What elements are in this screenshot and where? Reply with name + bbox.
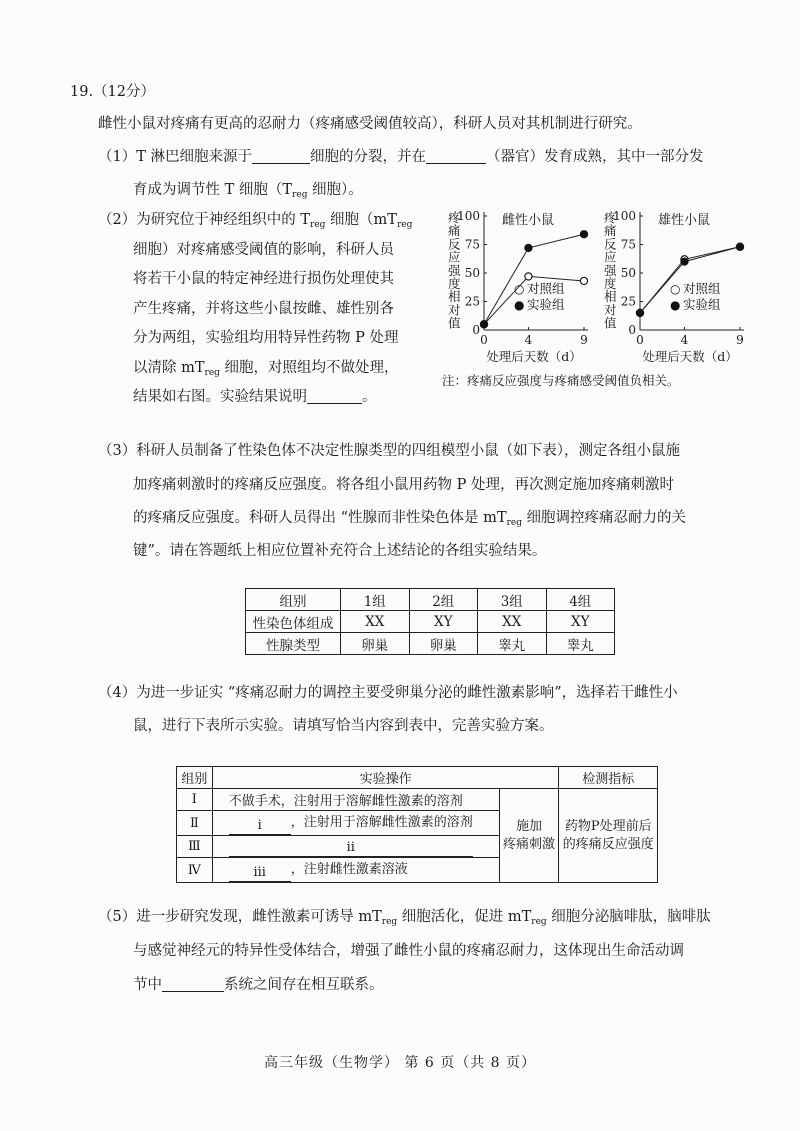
data-point-filled xyxy=(580,231,587,238)
data-point-filled xyxy=(636,309,643,316)
y-tick-label: 75 xyxy=(620,237,636,252)
chart-title: 雄性小鼠 xyxy=(658,213,711,228)
answer-blank-i[interactable]: i xyxy=(229,818,291,835)
legend-label: 对照组 xyxy=(527,281,565,296)
answer-blank-iii[interactable]: iii xyxy=(229,865,291,882)
table-row: Ⅲ ii xyxy=(177,836,658,858)
part3-line3: 的疼痛反应强度。科研人员得出 “性腺而非性染色体是 $mT_{reg}$ 细胞调控疼痛忍耐力的关 xyxy=(133,510,687,528)
chart-note: 注：疼痛反应强度与疼痛感受阈值负相关。 xyxy=(442,373,680,388)
legend-symbol: ○ xyxy=(514,282,525,296)
y-tick-label: 75 xyxy=(464,237,480,252)
question-header xyxy=(70,82,155,102)
y-tick-label: 50 xyxy=(464,266,480,280)
part3-line1: （3）科研人员制备了性染色体不决定性腺类型的四组模型小鼠（如下表），测定各组小鼠施 xyxy=(98,443,680,459)
data-point-filled xyxy=(480,321,487,328)
question-intro: 雌性小鼠对疼痛有更高的忍耐力（疼痛感受阈值较高），科研人员对其机制进行研究。 xyxy=(98,116,642,132)
table-row: 性染色体组成 XX XY XX XY xyxy=(246,611,615,633)
table-row: Ⅰ 不做手术，注射用于溶解雌性激素的溶剂 施加 疼痛刺激 药物P处理前后 的疼痛反应强度 xyxy=(177,789,658,811)
table-row: Ⅱ i ，注射用于溶解雌性激素的溶剂 xyxy=(177,811,658,836)
legend-label: 对照组 xyxy=(683,281,721,296)
chart-title: 雌性小鼠 xyxy=(502,213,555,228)
data-point-filled xyxy=(736,243,743,250)
part1-line2: 育成为调节性 T 细胞（$T_{reg}$ 细胞）。 xyxy=(133,182,363,200)
line-charts xyxy=(440,200,744,400)
data-point-open xyxy=(580,277,587,284)
answer-blank[interactable] xyxy=(162,975,224,992)
x-tick-label: 0 xyxy=(480,333,488,347)
x-axis-label: 处理后天数（d） xyxy=(486,349,582,364)
part3-line2: 加疼痛刺激时的疼痛反应强度。将各组小鼠用药物 P 处理，再次测定施加疼痛刺激时 xyxy=(133,477,674,493)
x-tick-label: 4 xyxy=(680,333,689,347)
part1-line1: （1）T 淋巴细胞来源于 细胞的分裂，并在 （器官）发育成熟，其中一部分发 xyxy=(98,149,704,165)
x-tick-label: 4 xyxy=(524,333,533,347)
answer-blank[interactable] xyxy=(252,147,310,164)
y-tick-label: 0 xyxy=(628,323,636,337)
table-row: 性腺类型 卵巢 卵巢 睾丸 睾丸 xyxy=(246,633,615,655)
y-tick-label: 100 xyxy=(457,209,480,223)
part3-line4: 键”。请在答题纸上相应位置补充符合上述结论的各组实验结果。 xyxy=(133,543,547,559)
legend-label: 实验组 xyxy=(683,297,721,312)
part5-line3: 节中 系统之间存在相互联系。 xyxy=(133,977,384,993)
part4-line1: （4）为进一步证实 “疼痛忍耐力的调控主要受卵巢分泌的雌性激素影响”，选择若干雌性小 xyxy=(98,685,678,701)
y-tick-label: 0 xyxy=(472,323,480,337)
x-axis-label: 处理后天数（d） xyxy=(642,349,738,364)
x-tick-label: 0 xyxy=(636,333,644,347)
answer-blank[interactable] xyxy=(307,387,362,404)
y-tick-label: 50 xyxy=(620,266,636,280)
part4-line2: 鼠，进行下表所示实验。请填写恰当内容到表中，完善实验方案。 xyxy=(133,718,554,734)
y-axis-label: 疼痛反应强度相对值 xyxy=(448,210,461,331)
answer-blank[interactable] xyxy=(426,147,486,164)
data-point-filled xyxy=(681,258,688,265)
x-tick-label: 9 xyxy=(736,333,744,347)
y-tick-label: 25 xyxy=(620,294,636,309)
legend-symbol: ● xyxy=(670,298,681,312)
stimulus-cell: 施加 疼痛刺激 xyxy=(499,789,559,883)
index-cell: 药物P处理前后 的疼痛反应强度 xyxy=(559,789,658,883)
part5-line2: 与感觉神经元的特异性受体结合，增强了雌性小鼠的疼痛忍耐力，这体现出生命活动调 xyxy=(133,943,684,959)
part2-text: （2）为研究位于神经组织中的 $T_{reg}$ 细胞（$mT_{reg}$ 细胞）对疼痛感受阈值的影响，科研人员 将若干小鼠的特定神经进行损伤处理使其 产生疼痛，并将这些小鼠按雌、雄性别各 分为两组，实验组均用特异性药物 P 处理 以清除 $mT_{reg}$ 细胞，对照组均不做处理， 结果如右图。实验结果说明 。 xyxy=(98,212,413,405)
legend-symbol: ● xyxy=(514,298,525,312)
data-point-filled xyxy=(525,244,532,251)
experiment-table xyxy=(176,766,658,883)
y-axis-label: 疼痛反应强度相对值 xyxy=(604,210,617,331)
question-number: 19. xyxy=(70,84,94,100)
part5-line1: （5）进一步研究发现，雌性激素可诱导 $mT_{reg}$ 细胞活化，促进 $mT_{reg}$ 细胞分泌脑啡肽，脑啡肽 xyxy=(98,909,711,927)
data-point-open xyxy=(525,273,532,280)
gonad-table xyxy=(245,588,615,655)
page-footer: 高三年级（生物学） 第 6 页（共 8 页） xyxy=(263,1055,537,1071)
x-tick-label: 9 xyxy=(580,333,588,347)
question-score: （12分） xyxy=(93,84,156,100)
y-tick-label: 100 xyxy=(613,209,636,223)
legend-symbol: ○ xyxy=(670,282,681,296)
answer-blank-ii[interactable]: ii xyxy=(229,840,473,857)
legend-label: 实验组 xyxy=(527,297,565,312)
table-row: Ⅳ iii ，注射雌性激素溶液 xyxy=(177,858,658,883)
table-header-row: 组别 实验操作 检测指标 xyxy=(177,767,658,789)
table-header-row: 组别 1组 2组 3组 4组 xyxy=(246,589,615,611)
y-tick-label: 25 xyxy=(464,294,480,309)
